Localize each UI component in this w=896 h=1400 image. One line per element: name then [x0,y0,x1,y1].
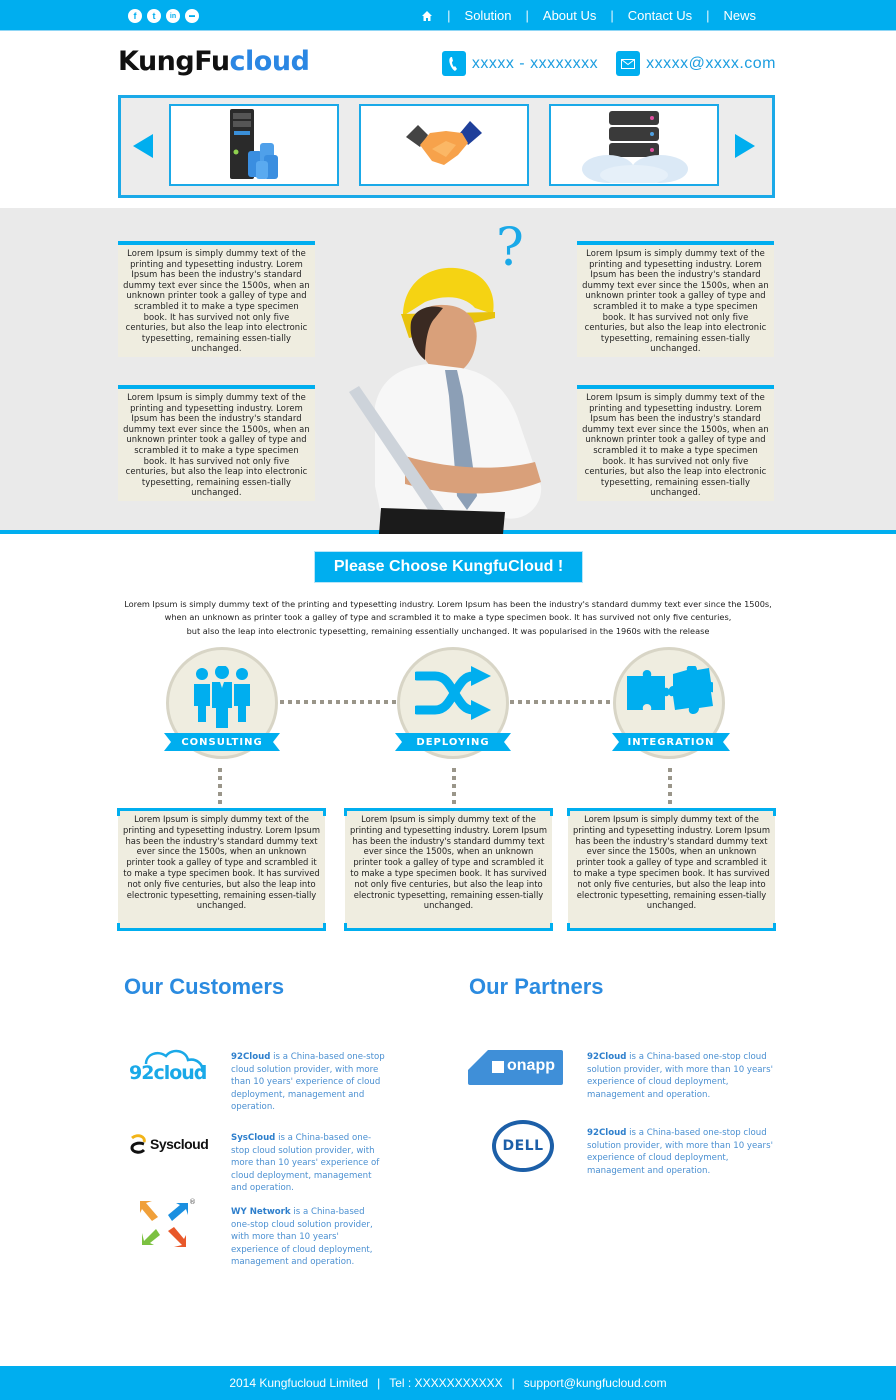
onapp-corner-icon [468,1050,488,1070]
onapp-square-icon [492,1061,504,1073]
wy-network-arrows-icon [138,1199,192,1251]
registered-mark: ® [189,1198,196,1206]
nav-separator: | [610,8,614,23]
customer-logo-text: Syscloud [150,1136,209,1152]
choose-kungfucloud-button[interactable]: Please Choose KungfuCloud ! [314,551,583,583]
footer-company: 2014 Kungfucloud Limited [229,1376,369,1390]
server-storage-icon [214,107,294,183]
footer-tel: Tel : XXXXXXXXXXX [389,1376,503,1390]
footer-email-link[interactable]: support@kungfucloud.com [523,1376,667,1390]
partner-logo-text: DELL [502,1138,544,1154]
customer-desc [231,1051,387,1114]
connector-dots [452,768,456,804]
nav-contact-us[interactable]: Contact Us [627,8,693,23]
connector-dots [218,768,222,804]
step-card-integration: Lorem Ipsum is simply dummy text of the printing and typesetting industry. Lorem Ipsum has been the industry's standard dummy text ever since the 1500s, when an unknown printer took a galley of type and scrambled it to make a type specimen book. It has survived not only five centuries, but also the leap into electronic typesetting, remaining essen-tially unchanged. [568,809,775,930]
header-contact [442,51,776,76]
shuffle-icon [415,666,491,720]
intro-paragraph [110,598,786,638]
nav-separator: | [706,8,710,23]
customer-logo-92cloud[interactable] [124,1048,210,1088]
step-label-deploying: DEPLOYING [409,733,497,751]
carousel-next-arrow-icon[interactable] [735,134,755,158]
connector-dots [510,700,614,704]
customer-desc [231,1206,383,1269]
partner-logo-dell[interactable] [492,1120,554,1172]
email-address[interactable]: xxxxx@xxxx.com [646,54,776,72]
connector-dots [668,768,672,804]
carousel-slide-cloud-server[interactable] [549,104,719,186]
intro-line: but also the leap into electronic typesetting, remaining essentially unchanged. It was popularised in the 1960s with the release [186,625,710,636]
syscloud-swirl-icon [128,1134,148,1156]
linkedin-icon[interactable]: in [166,9,180,23]
partner-name: 92Cloud [587,1128,627,1138]
home-icon[interactable] [421,10,433,22]
site-logo[interactable] [118,46,309,77]
connector-dots [280,700,396,704]
footer [0,1366,896,1400]
customer-logo-wy-network[interactable] [136,1198,194,1252]
hero-text-card: Lorem Ipsum is simply dummy text of the printing and typesetting industry. Lorem Ipsum has been the industry's standard dummy text ever since the 1500s, when an unknown printer took a galley of type and scrambled it to make a type specimen book. It has survived not only five centuries, but also the leap into electronic typesetting, remaining essen-tially unchanged. [118,241,315,357]
nav-news[interactable]: News [723,8,756,23]
hero-text-card: Lorem Ipsum is simply dummy text of the printing and typesetting industry. Lorem Ipsum has been the industry's standard dummy text ever since the 1500s, when an unknown printer took a galley of type and scrambled it to make a type specimen book. It has survived not only five centuries, but also the leap into electronic typesetting, remaining essen-tially unchanged. [577,385,774,501]
partner-logo-onapp[interactable] [468,1050,563,1085]
customer-desc-text: is a China-based one-stop cloud solution provider, with more than 10 years' experience of cloud deployment, management and operation. [231,1133,380,1194]
hero-text-card: Lorem Ipsum is simply dummy text of the printing and typesetting industry. Lorem Ipsum has been the industry's standard dummy text ever since the 1500s, when an unknown printer took a galley of type and scrambled it to make a type specimen book. It has survived not only five centuries, but also the leap into electronic typesetting, remaining essen-tially unchanged. [118,385,315,501]
nav-solution[interactable]: Solution [464,8,512,23]
logo-part-1: KungFu [118,46,230,77]
partner-desc-text: is a China-based one-stop cloud solution provider, with more than 10 years' experience of cloud deployment, management and operation. [587,1052,773,1100]
intro-line: when an unknown as printer took a galley of type and scrambled it to make a type specimen book. It has survived not only five centuries, [164,612,732,623]
product-carousel [118,95,775,198]
handshake-icon [402,115,486,175]
intro-line: Lorem Ipsum is simply dummy text of the printing and typesetting industry. Lorem Ipsum has been the industry's standard dummy text ever since the 1500s, [124,599,772,609]
carousel-slide-server[interactable] [169,104,339,186]
nav-about-us[interactable]: About Us [542,8,597,23]
partners-title: Our Partners [469,974,604,999]
hero-band [0,208,896,534]
top-bar [0,0,896,31]
step-card-deploying: Lorem Ipsum is simply dummy text of the printing and typesetting industry. Lorem Ipsum has been the industry's standard dummy text ever since the 1500s, when an unknown printer took a galley of type and scrambled it to make a type specimen book. It has survived not only five centuries, but also the leap into electronic typesetting, remaining essen-tially unchanged. [345,809,552,930]
customer-desc-text: is a China-based one-stop cloud solution provider, with more than 10 years' experience of cloud deployment, management and operation. [231,1207,373,1268]
step-card-consulting: Lorem Ipsum is simply dummy text of the printing and typesetting industry. Lorem Ipsum has been the industry's standard dummy text ever since the 1500s, when an unknown printer took a galley of type and scrambled it to make a type specimen book. It has survived not only five centuries, but also the leap into electronic typesetting, remaining essen-tially unchanged. [118,809,325,930]
footer-separator: | [511,1376,515,1390]
nav-separator: | [525,8,529,23]
partner-desc-text: is a China-based one-stop cloud solution provider, with more than 10 years' experience of cloud deployment, management and operation. [587,1128,773,1176]
people-icon [192,666,252,728]
customer-logo-syscloud[interactable] [126,1130,209,1160]
mail-icon [616,51,640,76]
carousel-slide-handshake[interactable] [359,104,529,186]
partner-logo-text: onapp [507,1057,555,1074]
hero-text-card: Lorem Ipsum is simply dummy text of the printing and typesetting industry. Lorem Ipsum has been the industry's standard dummy text ever since the 1500s, when an unknown printer took a galley of type and scrambled it to make a type specimen book. It has survived not only five centuries, but also the leap into electronic typesetting, remaining essen-tially unchanged. [577,241,774,357]
customer-desc [231,1132,387,1195]
partner-desc [587,1127,773,1177]
customer-desc-text: is a China-based one-stop cloud solution provider, with more than 10 years' experience of cloud deployment, management and operation. [231,1052,385,1113]
cloud-server-icon [574,107,694,183]
customer-name: SysCloud [231,1133,276,1143]
customer-name: WY Network [231,1207,291,1217]
question-mark: ? [496,218,524,278]
phone-number: xxxxx - xxxxxxxx [471,54,599,72]
puzzle-icon [625,666,713,718]
main-nav [421,0,756,31]
phone-icon [442,51,466,76]
engineer-illustration [345,256,550,534]
partner-desc [587,1051,773,1101]
customers-title: Our Customers [124,974,285,999]
social-links [128,9,199,23]
partner-name: 92Cloud [587,1052,627,1062]
step-label-consulting: CONSULTING [178,733,266,751]
facebook-icon[interactable]: f [128,9,142,23]
customer-name: 92Cloud [231,1052,271,1062]
logo-part-2: cloud [229,46,310,77]
step-label-integration: INTEGRATION [626,733,716,751]
carousel-prev-arrow-icon[interactable] [133,134,153,158]
email-icon[interactable]: ▬ [185,9,199,23]
footer-separator: | [377,1376,381,1390]
nav-separator: | [447,8,451,23]
twitter-icon[interactable]: t [147,9,161,23]
customer-logo-text: 92cloud [129,1062,207,1084]
